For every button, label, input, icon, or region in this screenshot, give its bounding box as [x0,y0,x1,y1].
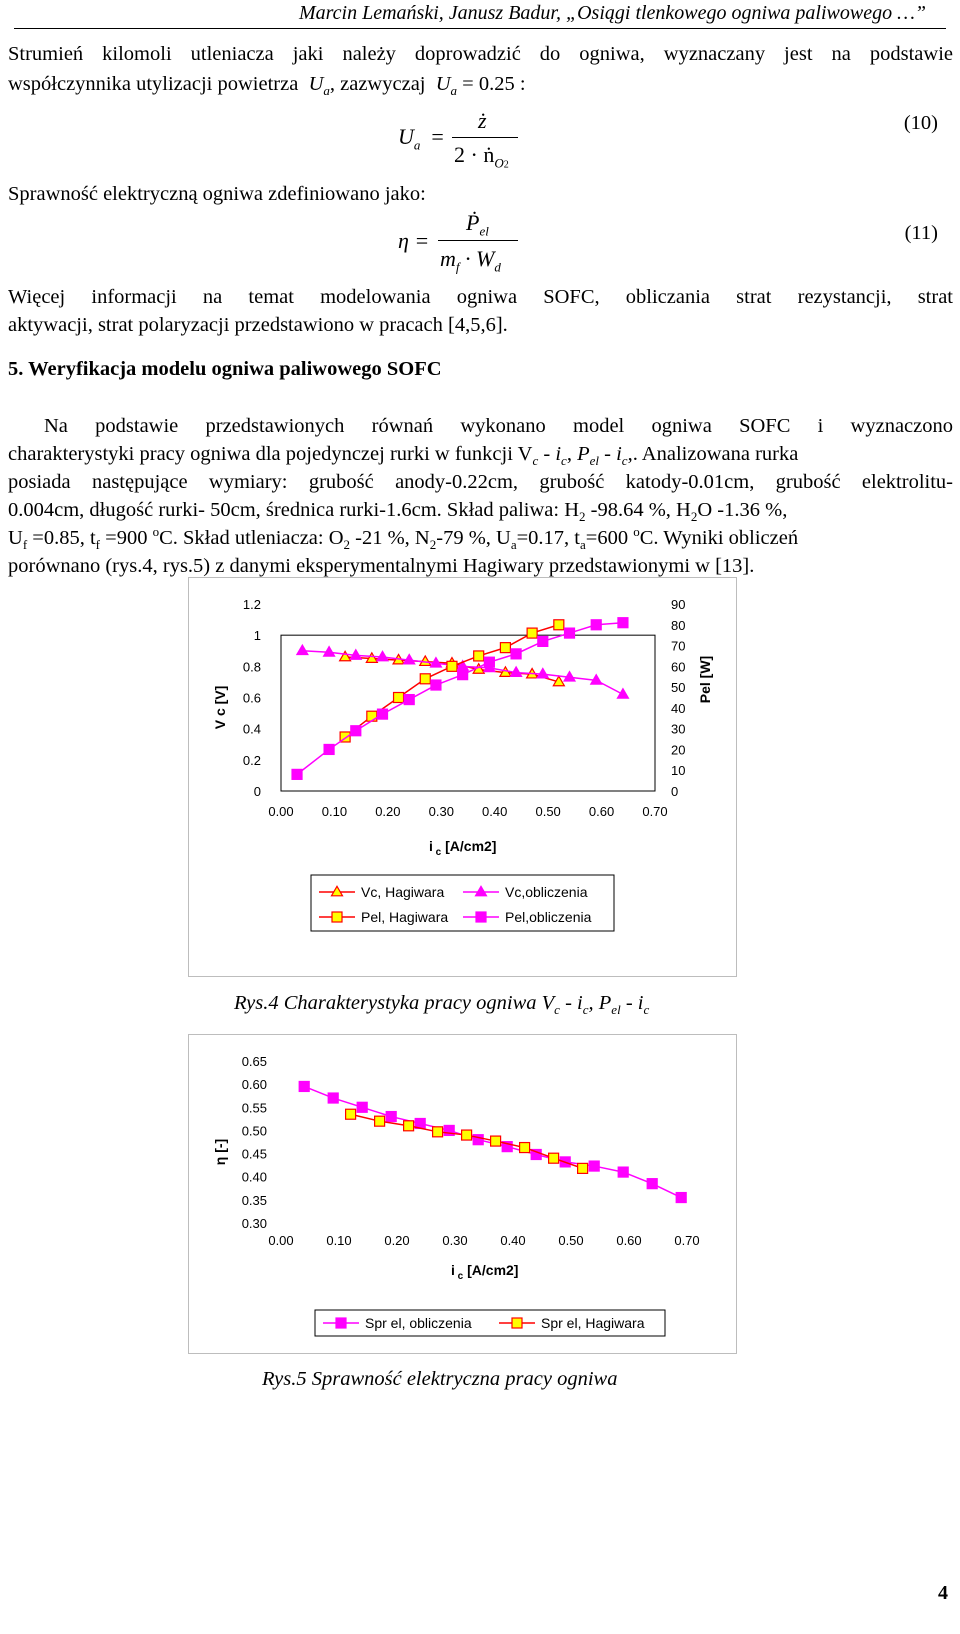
data-point [394,693,404,703]
equation-10-number: (10) [903,112,938,134]
y-tick-label: 0.60 [241,1077,267,1093]
y-axis-label: V c [V] [212,685,228,730]
legend-marker [332,912,342,922]
x-tick-label: 0.20 [375,804,401,819]
y-tick-label: 0.40 [241,1169,267,1185]
data-point [462,1130,472,1140]
body-line-2: charakterystyki pracy ogniwa dla pojedynczej rurki w funkcji $V_c - i_c$, $P_{el} - i_c$,. Analizowana rurka [8,443,799,469]
y-tick-label: 0.6 [242,690,261,706]
data-point [554,620,564,630]
x-tick-label: 0.40 [500,1233,526,1248]
x-tick-label: 0.30 [442,1233,468,1248]
intro-line-1: Strumień kilomoli utleniacza jaki należy doprowadzić do ogniwa, wyznaczany jest na podstawie [8,43,953,65]
figure-4-caption: Rys.4 Charakterystyka pracy ogniwa $V_c - i_c$, $P_{el} - i_c$ [234,992,650,1018]
data-point [578,1163,588,1173]
x-tick-label: 0.10 [321,804,348,819]
body-line-6: porównano (rys.4, rys.5) z danymi eksperymentalnymi Hagiwary przedstawionymi w [13]. [8,555,755,577]
running-title: Marcin Lemański, Janusz Badur, „Osiągi tlenkowego ogniwa paliwowego …” [298,2,926,24]
data-point [618,1167,628,1177]
running-header [14,0,946,29]
x-tick-label: 0.70 [642,804,668,819]
data-point [549,1153,559,1163]
data-point [324,744,334,754]
series-line [351,1114,583,1168]
data-point [591,620,601,630]
figure-5-chart [188,1034,737,1354]
body-line-5: $U_f =0.85$, $t_f =900$ $^o$C. Skład utleniacza: $O_2$ -21 %, $N_2-79$ %, $U_a=0.17$, $t_a=600$ $^o$C. Wyniki obliczeń [8,524,799,553]
data-point [491,1136,501,1146]
y-tick-label: 0.30 [241,1216,267,1231]
data-point [484,657,494,667]
data-point [618,618,628,628]
y2-tick-label: 10 [671,763,686,779]
data-point [378,709,388,719]
y2-tick-label: 0 [671,784,679,799]
y-tick-label: 0.55 [241,1100,267,1116]
data-point [589,1161,599,1171]
page-number: 4 [938,1582,948,1604]
data-point [357,1102,367,1112]
y2-tick-label: 30 [671,721,686,737]
section-title: 5. Weryfikacja modelu ogniwa paliwowego SOFC [8,358,442,380]
legend-marker [476,912,486,922]
data-point [617,689,628,699]
data-point [346,1109,356,1119]
x-tick-label: 0.40 [482,804,508,819]
efficiency-definition: Sprawność elektryczną ogniwa zdefiniowano jako: [8,183,426,205]
data-point [420,674,430,684]
data-point [404,1121,414,1131]
y2-tick-label: 20 [671,742,686,758]
x-tick-label: 0.70 [674,1233,700,1248]
x-tick-label: 0.50 [535,804,561,819]
figure-5-svg [189,1035,736,1353]
x-tick-label: 0.60 [588,804,615,819]
data-point [297,645,308,655]
y-tick-label: 0 [253,784,261,799]
data-point [538,636,548,646]
body-line-3: posiada następujące wymiary: grubość anody-0.22cm, grubość katody-0.01cm, grubość elektrolitu- [8,471,953,493]
x-tick-label: 0.20 [384,1233,410,1248]
data-point [328,1093,338,1103]
data-point [351,726,361,736]
data-point [458,670,468,680]
body-line-4: 0.004cm, długość rurki- 50cm, średnica rurki-1.6cm. Skład paliwa: $H_2$ -98.64 %, $H_2O$ -1.36 %, [8,499,788,525]
data-point [520,1143,530,1153]
y-tick-label: 0.45 [241,1146,267,1162]
data-point [340,651,351,661]
y2-tick-label: 50 [671,680,686,696]
y2-tick-label: 90 [671,597,686,612]
data-point [404,695,414,705]
y-tick-label: 0.8 [242,659,261,675]
y-tick-label: 0.50 [241,1123,267,1139]
data-point [292,769,302,779]
data-point [647,1179,657,1189]
data-point [433,1127,443,1137]
data-point [474,651,484,661]
figure-4-svg [189,578,736,976]
legend-label: Vc, Hagiwara [361,884,445,900]
data-point [676,1193,686,1203]
legend-label: Vc,obliczenia [505,884,588,900]
y-tick-label: 0.4 [242,721,261,737]
info-line-1: Więcej informacji na temat modelowania ogniwa SOFC, obliczania strat rezystancji, strat [8,286,953,308]
y-tick-label: 0.2 [242,752,261,768]
data-point [431,680,441,690]
x-tick-label: 0.50 [558,1233,584,1248]
data-point [447,661,457,671]
data-point [527,628,537,638]
plot-area-frame [281,635,655,791]
legend-label: Spr el, Hagiwara [541,1315,645,1331]
series-line [297,623,623,775]
equation-11-number: (11) [904,222,938,244]
x-tick-label: 0.30 [428,804,454,819]
data-point [386,1112,396,1122]
data-point [511,649,521,659]
y2-tick-label: 60 [671,659,686,675]
data-point [299,1081,309,1091]
data-point [367,711,377,721]
y-tick-label: 1.2 [242,597,261,612]
legend-label: Pel,obliczenia [505,909,592,925]
x-tick-label: 0.60 [616,1233,642,1248]
y2-tick-label: 70 [671,638,686,654]
x-tick-label: 0.00 [268,1233,294,1248]
y-tick-label: 1 [253,628,261,644]
figure-5-caption: Rys.5 Sprawność elektryczna pracy ogniwa [262,1368,618,1390]
x-tick-label: 0.10 [326,1233,352,1248]
info-line-2: aktywacji, strat polaryzacji przedstawiono w pracach [4,5,6]. [8,314,508,336]
x-axis-label: i $_c$ [A/cm2] [429,838,497,858]
y2-tick-label: 80 [671,617,686,633]
legend-marker [512,1318,522,1328]
y-tick-label: 0.65 [241,1054,267,1069]
legend-marker [336,1318,346,1328]
figure-4-chart [188,577,737,977]
data-point [565,628,575,638]
legend-label: Pel, Hagiwara [361,909,449,925]
body-line-1: Na podstawie przedstawionych równań wykonano model ogniwa SOFC i wyznaczono [44,415,953,437]
y-axis-label: η [-] [212,1138,228,1166]
y2-axis-label: Pel [W] [697,655,713,704]
x-tick-label: 0.00 [268,804,294,819]
data-point [375,1116,385,1126]
y2-tick-label: 40 [671,700,686,716]
legend-label: Spr el, obliczenia [365,1315,472,1331]
y-tick-label: 0.35 [241,1192,267,1208]
x-axis-label: i $_c$ [A/cm2] [451,1262,519,1282]
data-point [500,643,510,653]
intro-line-2: współczynnika utylizacji powietrza $U_a$, zazwyczaj $U_a = 0.25$ : [8,73,526,99]
